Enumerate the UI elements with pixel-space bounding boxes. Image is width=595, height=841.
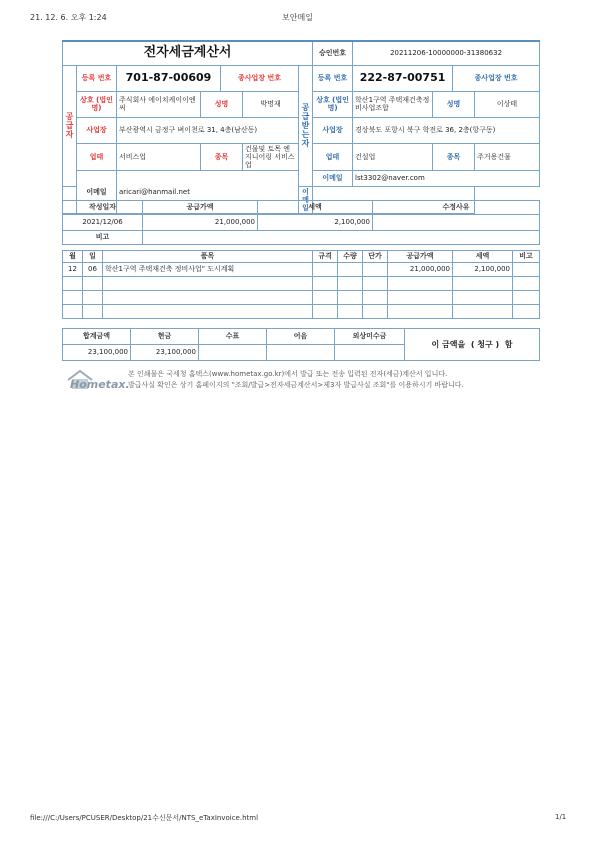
- totals-table: [62, 328, 540, 361]
- row-note: [513, 263, 540, 277]
- approval-label: 승인번호: [313, 41, 353, 65]
- buyer-email2-label: 이메일: [299, 186, 313, 213]
- buyer-type-label: 업태: [313, 143, 353, 170]
- buyer-item-value: 주거용건물: [475, 143, 540, 170]
- buyer-reg-label: 등록 번호: [313, 65, 353, 91]
- note-value: [143, 231, 540, 245]
- approval-number: 20211206-10000000-31380632: [353, 41, 540, 65]
- note-label: 비고: [63, 231, 143, 245]
- table-row-empty: [63, 277, 540, 291]
- row-month: 12: [63, 263, 83, 277]
- col-item: 품목: [103, 251, 313, 263]
- col-spec: 규격: [313, 251, 338, 263]
- total-label: 합계금액: [63, 329, 131, 345]
- col-tax: 세액: [453, 251, 513, 263]
- supply-label: 공급가액: [143, 201, 258, 215]
- summary-table: [62, 200, 540, 245]
- col-price: 단가: [363, 251, 388, 263]
- supplier-item-value: 건물및 토목 엔지니어링 서비스업: [243, 143, 299, 170]
- supplier-reg-number: 701-87-00609: [117, 65, 221, 91]
- check-label: 수표: [199, 329, 267, 345]
- items-table: [62, 250, 540, 319]
- check-value: [199, 345, 267, 361]
- col-supply: 공급가액: [388, 251, 453, 263]
- supplier-addr-value: 부산광역시 금정구 벼이천로 31, 4층(남산동): [117, 117, 299, 143]
- row-item: 학산1구역 주택재건축 정비사업" 도시계획: [103, 263, 313, 277]
- credit-value: [335, 345, 405, 361]
- bill-label: 어음: [267, 329, 335, 345]
- supplier-name-value: 주식회사 에이치케이이엔씨: [117, 91, 201, 117]
- supplier-branch-label: 종사업장 번호: [221, 65, 299, 91]
- row-supply: 21,000,000: [388, 263, 453, 277]
- supplier-side-label: 공 급 자: [63, 65, 77, 186]
- buyer-email-label: 이메일: [313, 170, 353, 186]
- col-note: 비고: [513, 251, 540, 263]
- print-datetime: 21. 12. 6. 오후 1:24: [30, 13, 107, 22]
- table-row-empty: [63, 291, 540, 305]
- buyer-type-value: 건설업: [353, 143, 433, 170]
- supplier-type-label: 업태: [77, 143, 117, 170]
- invoice-title: 전자세금계산서: [63, 41, 313, 65]
- row-tax: 2,100,000: [453, 263, 513, 277]
- buyer-side-label: 공 급 받 는 자: [299, 65, 313, 186]
- party-table: [62, 40, 540, 214]
- buyer-name-label: 상호 (법인명): [313, 91, 353, 117]
- tax-label: 세액: [258, 201, 373, 215]
- col-month: 월: [63, 251, 83, 263]
- supplier-rep-label: 성명: [201, 91, 243, 117]
- cash-label: 현금: [131, 329, 199, 345]
- buyer-email-value: lst3302@naver.com: [353, 170, 540, 186]
- reason-label: 수정사유: [373, 201, 540, 215]
- tax-value: 2,100,000: [258, 215, 373, 231]
- row-price: [363, 263, 388, 277]
- print-page-title: 보안메일: [282, 13, 313, 22]
- table-row: [63, 263, 540, 277]
- supplier-reg-label: 등록 번호: [77, 65, 117, 91]
- row-qty: [338, 263, 363, 277]
- supplier-addr-label: 사업장: [77, 117, 117, 143]
- notice-line-1: 본 인쇄물은 국세청 홈택스(www.hometax.go.kr)에서 발급 또는 전송 입력된 전자(세금)계산서 입니다.: [128, 370, 448, 378]
- supplier-item-label: 종목: [201, 143, 243, 170]
- total-value: 23,100,000: [63, 345, 131, 361]
- notice-line-2: 발급사실 확인은 상기 홈페이지의 "조회/발급>전자세금계산서>제3자 발급사실 조회"를 이용하시기 바랍니다.: [128, 381, 464, 389]
- buyer-rep-label: 성명: [433, 91, 475, 117]
- cash-value: 23,100,000: [131, 345, 199, 361]
- reason-value: [373, 215, 540, 231]
- date-value: 2021/12/06: [63, 215, 143, 231]
- buyer-name-value: 학산1구역 주택재건축정비사업조합: [353, 91, 433, 117]
- row-spec: [313, 263, 338, 277]
- credit-label: 외상미수금: [335, 329, 405, 345]
- page-count: 1/1: [555, 813, 567, 821]
- file-path: file:///C:/Users/PCUSER/Desktop/21수신문서/NTS_eTaxInvoice.html: [30, 814, 259, 822]
- buyer-branch-label: 종사업장 번호: [453, 65, 540, 91]
- col-qty: 수량: [338, 251, 363, 263]
- bill-value: [267, 345, 335, 361]
- buyer-addr-label: 사업장: [313, 117, 353, 143]
- buyer-rep-value: 이상태: [475, 91, 540, 117]
- date-label: 작성일자: [63, 201, 143, 215]
- supplier-email-label: 이메일: [77, 170, 117, 213]
- supplier-rep-value: 박명재: [243, 91, 299, 117]
- table-row-empty: [63, 305, 540, 319]
- supplier-email-value: aricari@hanmail.net: [117, 170, 299, 213]
- claim-phrase: 이 금액을 ( 청구 ) 함: [405, 329, 540, 361]
- buyer-reg-number: 222-87-00751: [353, 65, 453, 91]
- hometax-logo-text: Hometax.: [70, 378, 130, 391]
- supplier-type-value: 서비스업: [117, 143, 201, 170]
- col-day: 일: [83, 251, 103, 263]
- supplier-name-label: 상호 (법인명): [77, 91, 117, 117]
- buyer-addr-value: 경상북도 포항시 북구 학전로 36, 2층(항구동): [353, 117, 540, 143]
- buyer-item-label: 종목: [433, 143, 475, 170]
- row-day: 06: [83, 263, 103, 277]
- supply-value: 21,000,000: [143, 215, 258, 231]
